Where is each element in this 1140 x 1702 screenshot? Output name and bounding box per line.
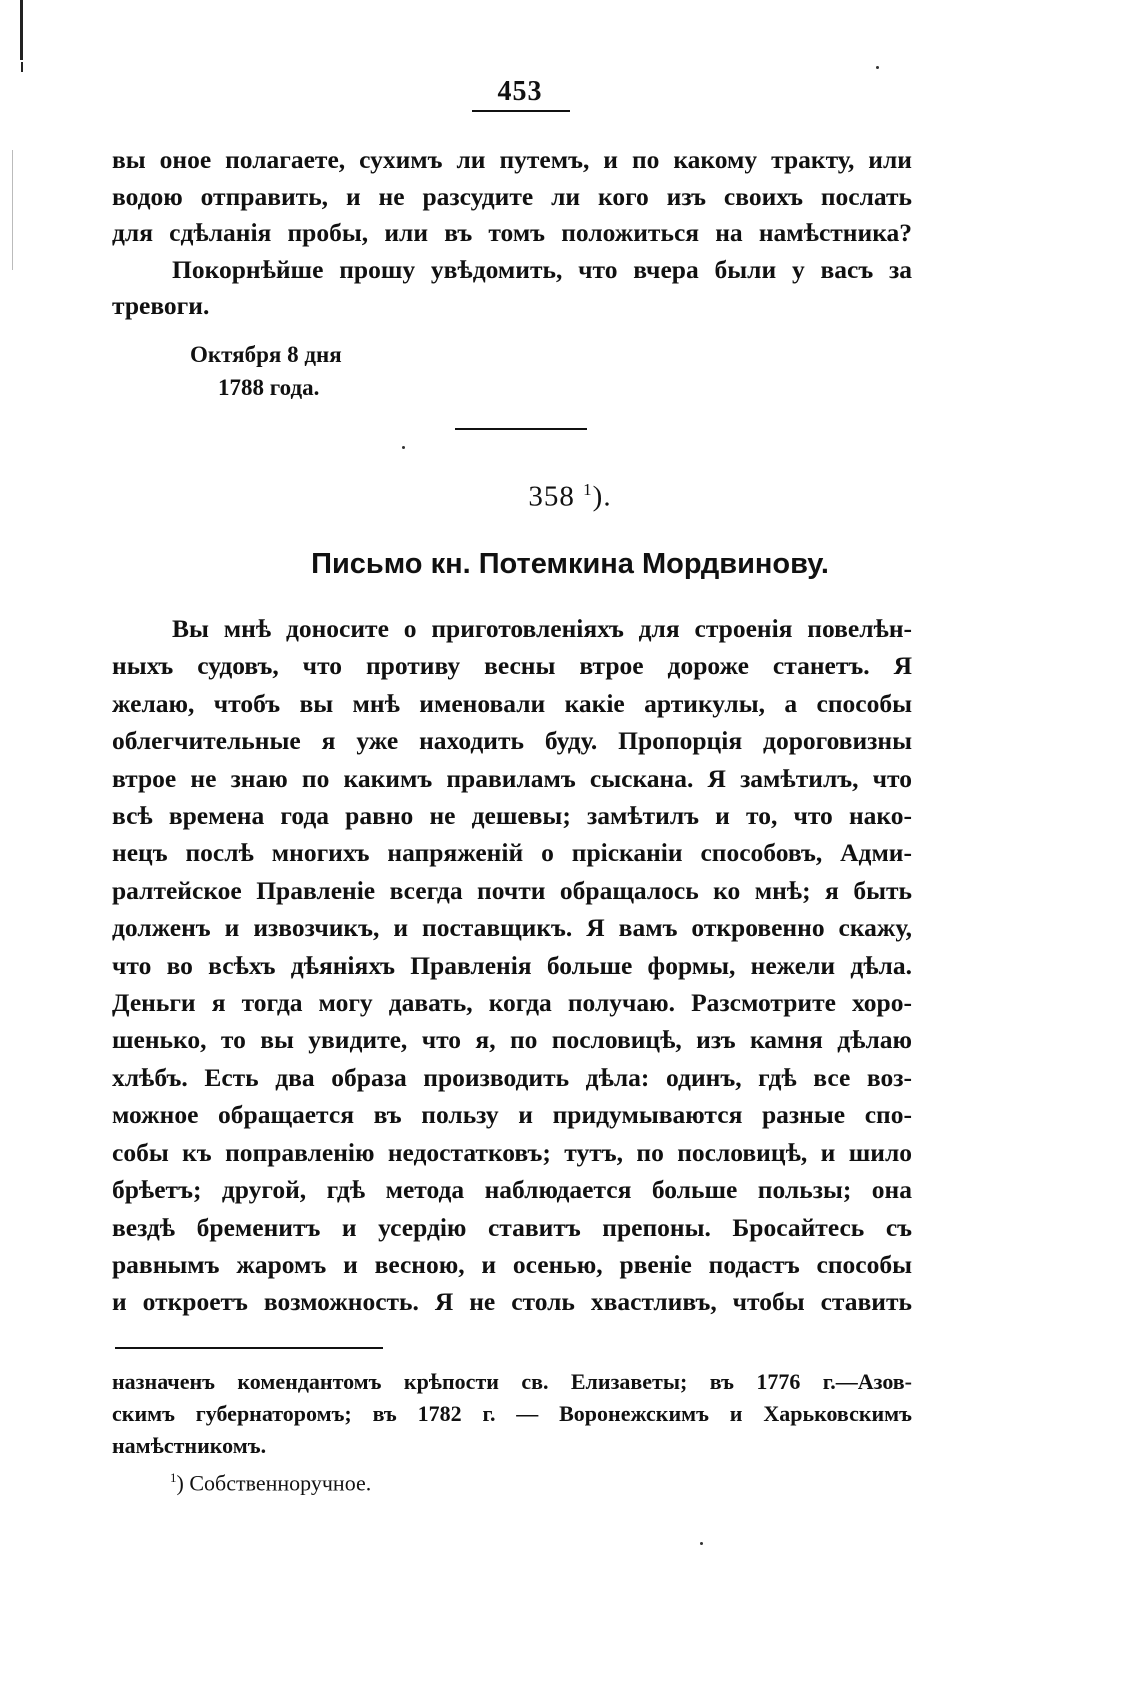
text-line: долженъ и извозчикъ, и поставщикъ. Я вамъ откровенно скажу, — [112, 913, 912, 943]
footnote-continuation — [112, 1366, 912, 1462]
footnote-reference: 1 — [583, 480, 593, 499]
scan-speck — [876, 66, 879, 69]
text-line: брѣетъ; другой, гдѣ метода наблюдается больше пользы; она — [112, 1175, 912, 1205]
footnote-line: назначенъ комендантомъ крѣпости св. Елизаветы; въ 1776 г.—Азов- — [112, 1369, 912, 1394]
text-line: хлѣбъ. Есть два образа производить дѣла: одинъ, гдѣ все воз- — [112, 1062, 912, 1092]
scan-speck — [402, 446, 405, 449]
date-line: 1788 года. — [218, 375, 320, 400]
text-line: втрое не знаю по какимъ правиламъ сыскана. Я замѣтилъ, что — [112, 763, 912, 793]
footnote-divider — [115, 1347, 383, 1349]
section-divider — [455, 428, 587, 430]
document-number-value: 358 — [528, 480, 575, 513]
text-line: Деньги я тогда могу давать, когда получаю. Разсмотрите хоро- — [112, 988, 912, 1018]
letter-body — [112, 610, 912, 1321]
text-line: собы къ поправленію недостатковъ; тутъ, по пословицѣ, и шило — [112, 1137, 912, 1167]
text-line: можное обращается въ пользу и придумываются разные спо- — [112, 1100, 912, 1130]
text-line: вездѣ бременитъ и усердію ставитъ препоны. Бросайтесь съ — [112, 1212, 912, 1242]
footnote-line: скимъ губернаторомъ; въ 1782 г. — Воронежскимъ и Харьковскимъ — [112, 1401, 912, 1426]
text-line: нецъ послѣ многихъ напряженій о прісканіи способовъ, Адми- — [112, 838, 912, 868]
text-line: для сдѣланія пробы, или въ томъ положиться на намѣстника? — [112, 218, 912, 248]
text-line: Вы мнѣ доносите о приготовленіяхъ для строенія повелѣн- — [172, 614, 912, 643]
page-number: 453 — [497, 76, 543, 107]
footnote-line: намѣстникомъ. — [112, 1433, 267, 1458]
text-line: что во всѣхъ дѣяніяхъ Правленія больше формы, нежели дѣла. — [112, 950, 912, 980]
page-number-underline — [472, 110, 570, 112]
scan-speck — [700, 1542, 703, 1545]
text-line: желаю, чтобъ вы мнѣ именовали какіе артикулы, а способы — [112, 688, 912, 718]
text-line: ныхъ судовъ, что противу весны втрое дороже станетъ. Я — [112, 651, 912, 681]
footnote-text: ) Собственноручное. — [176, 1470, 372, 1496]
text-line: вы оное полагаете, сухимъ ли путемъ, и по какому тракту, или — [112, 145, 912, 174]
scan-edge-mark — [20, 0, 23, 60]
footnote-marker: 1 — [170, 1470, 177, 1485]
text-line: и откроетъ возможность. Я не столь хвастливъ, чтобы ставить — [112, 1287, 912, 1317]
letter-date — [190, 338, 342, 404]
text-line: ралтейское Правленіе всегда почти обращалось ко мнѣ; я быть — [112, 875, 912, 905]
scan-edge-line — [12, 150, 13, 270]
scan-edge-mark — [21, 62, 23, 72]
text-line: Покорнѣйше прошу увѣдомить, что вчера были у васъ за — [172, 254, 912, 284]
text-line: облегчительные я уже находить буду. Пропорція дороговизны — [112, 726, 912, 756]
text-line: шенько, то вы увидите, что я, по пословицѣ, изъ камня дѣлаю — [112, 1025, 912, 1055]
date-line: Октября 8 дня — [190, 342, 342, 367]
document-number — [380, 480, 760, 514]
document-number-suffix: ). — [592, 480, 612, 513]
text-line: водою отправить, и не разсудите ли кого изъ своихъ послать — [112, 181, 912, 211]
document-title: Письмо кн. Потемкина Мордвинову. — [311, 548, 829, 580]
text-line: тревоги. — [112, 291, 210, 321]
continuation-paragraph — [112, 142, 912, 325]
text-line: всѣ времена года равно не дешевы; замѣтилъ и то, что нако- — [112, 801, 912, 831]
footnote — [170, 1462, 371, 1499]
text-line: равнымъ жаромъ и весною, и осенью, рвеніе подастъ способы — [112, 1249, 912, 1279]
